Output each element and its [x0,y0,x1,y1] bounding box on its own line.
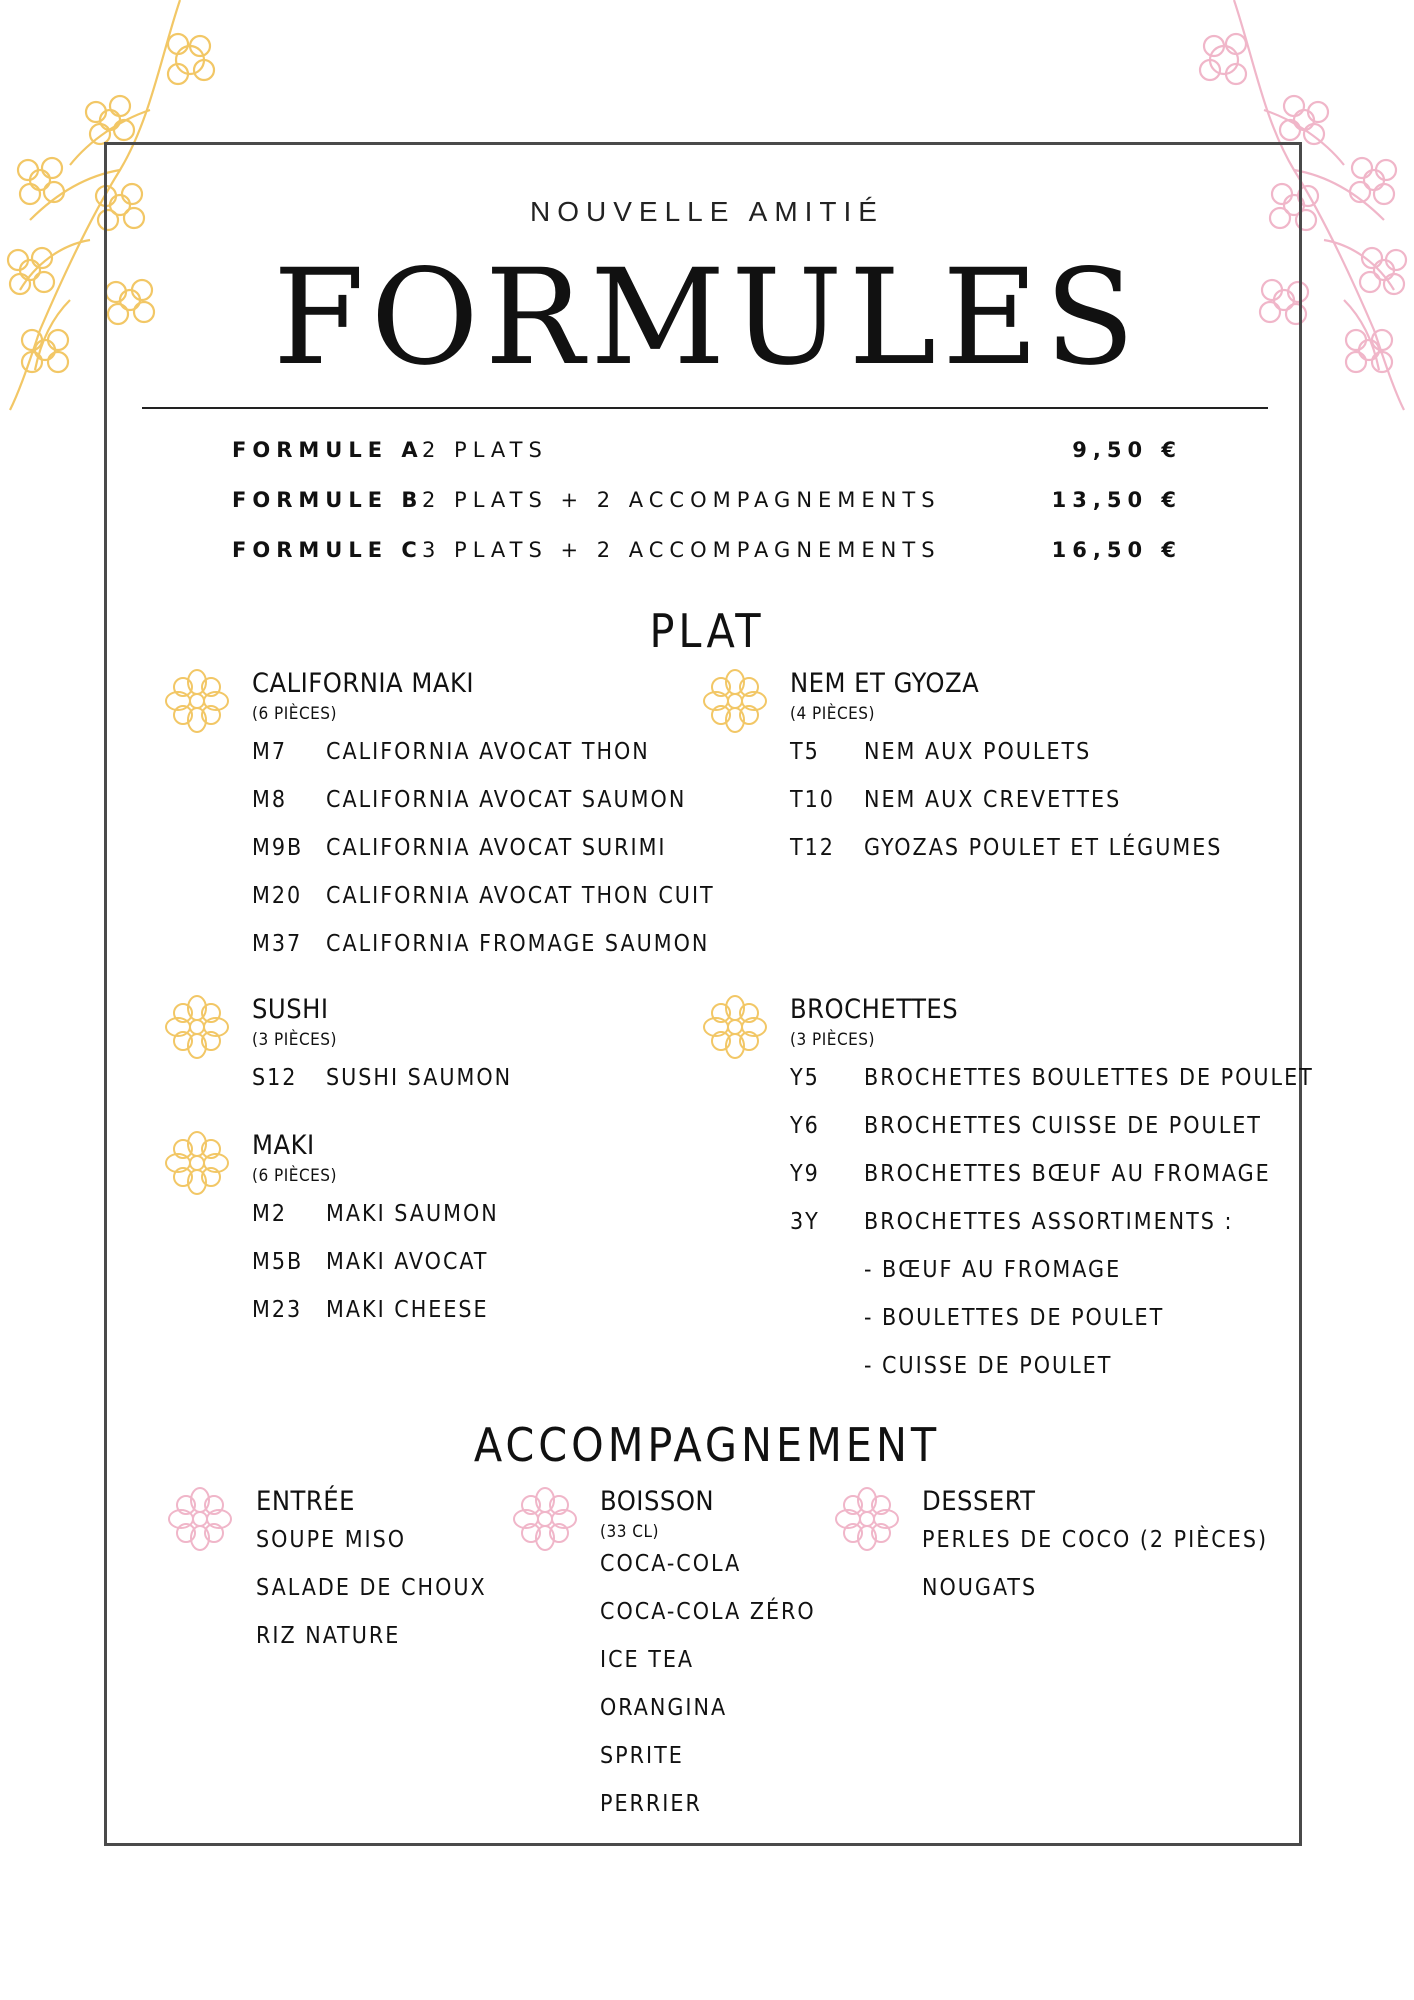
title-divider [142,407,1268,409]
category-note: (33 CL) [600,1522,659,1542]
formule-price: 9,50 € [1072,438,1182,462]
menu-item [252,1058,512,1106]
formule-row [232,488,1182,528]
formule-price: 16,50 € [1051,538,1182,562]
menu-item [252,1242,499,1290]
pink-flower-icon [165,1484,235,1554]
category-note: (6 PIÈCES) [252,1166,337,1186]
menu-item [790,1058,1314,1106]
formule-description: 2 PLATS + 2 ACCOMPAGNEMENTS [422,488,941,512]
item-code: M37 [252,931,303,957]
menu-item [252,1290,499,1338]
menu-item: SPRITE [600,1743,684,1769]
category-dessert [922,1484,1268,1616]
category-sushi [252,992,512,1106]
item-label: CALIFORNIA FROMAGE SAUMON [326,931,710,957]
category-nem-gyoza [790,666,1222,876]
category-note: (4 PIÈCES) [790,704,875,724]
pink-flower-icon [832,1484,902,1554]
formule-name: FORMULE C [232,538,423,562]
menu-item [252,780,715,828]
item-label: CALIFORNIA AVOCAT SAUMON [326,787,687,813]
formule-description: 2 PLATS [422,438,548,462]
menu-item [790,1106,1314,1154]
menu-item [790,1202,1314,1250]
category-note: (3 PIÈCES) [790,1030,875,1050]
category-california-maki [252,666,715,972]
yellow-flower-icon [700,992,770,1062]
accompagnement-heading: ACCOMPAGNEMENT [473,1418,941,1472]
item-code: T10 [790,787,835,813]
item-code: Y6 [790,1113,820,1139]
yellow-flower-icon [700,666,770,736]
category-note: (3 PIÈCES) [252,1030,337,1050]
item-code: 3Y [790,1209,820,1235]
category-name: ENTRÉE [256,1486,355,1517]
menu-sub-item: - BŒUF AU FROMAGE [864,1257,1122,1283]
menu-item [252,828,715,876]
menu-item [790,780,1222,828]
formule-name: FORMULE B [232,488,424,512]
menu-item: COCA-COLA [600,1551,742,1577]
page-title: FORMULES [272,241,1142,395]
menu-item [252,1194,499,1242]
menu-item [252,924,715,972]
menu-item: COCA-COLA ZÉRO [600,1599,816,1625]
category-entree [256,1484,487,1664]
yellow-flower-icon [162,1128,232,1198]
item-label: NEM AUX CREVETTES [864,787,1122,813]
restaurant-name: NOUVELLE AMITIÉ [530,196,884,227]
menu-item: PERLES DE COCO (2 PIÈCES) [922,1527,1269,1553]
category-name: DESSERT [922,1486,1036,1517]
menu-item [252,732,715,780]
menu-item: PERRIER [600,1791,702,1817]
item-label: BROCHETTES BOULETTES DE POULET [864,1065,1314,1091]
item-label: GYOZAS POULET ET LÉGUMES [864,835,1223,861]
item-code: M2 [252,1201,288,1227]
item-label: BROCHETTES BŒUF AU FROMAGE [864,1161,1271,1187]
menu-sub-item: - BOULETTES DE POULET [864,1305,1165,1331]
item-label: MAKI CHEESE [326,1297,489,1323]
category-name: SUSHI [252,994,329,1025]
menu-item [790,1154,1314,1202]
formule-row [232,438,1182,478]
item-label: NEM AUX POULETS [864,739,1092,765]
formule-row [232,538,1182,578]
category-name: NEM ET GYOZA [790,668,980,699]
formule-description: 3 PLATS + 2 ACCOMPAGNEMENTS [422,538,941,562]
menu-item: SOUPE MISO [256,1527,407,1553]
menu-item: NOUGATS [922,1575,1038,1601]
category-brochettes [790,992,1314,1394]
category-maki [252,1128,499,1338]
menu-item: SALADE DE CHOUX [256,1575,487,1601]
item-label: BROCHETTES ASSORTIMENTS : [864,1209,1234,1235]
category-boisson [600,1484,816,1832]
category-name: CALIFORNIA MAKI [252,668,475,699]
item-code: M7 [252,739,288,765]
item-code: M20 [252,883,303,909]
item-label: CALIFORNIA AVOCAT SURIMI [326,835,667,861]
item-code: T5 [790,739,820,765]
plat-heading: PLAT [649,604,765,658]
item-label: CALIFORNIA AVOCAT THON [326,739,650,765]
menu-sub-item: - CUISSE DE POULET [864,1353,1113,1379]
item-code: Y5 [790,1065,820,1091]
category-name: BROCHETTES [790,994,959,1025]
menu-item: ORANGINA [600,1695,728,1721]
item-code: M8 [252,787,288,813]
item-code: Y9 [790,1161,820,1187]
menu-item [790,828,1222,876]
category-name: MAKI [252,1130,315,1161]
category-note: (6 PIÈCES) [252,704,337,724]
menu-item: RIZ NATURE [256,1623,401,1649]
yellow-flower-icon [162,666,232,736]
item-label: BROCHETTES CUISSE DE POULET [864,1113,1262,1139]
item-label: SUSHI SAUMON [326,1065,513,1091]
item-code: S12 [252,1065,298,1091]
item-label: MAKI SAUMON [326,1201,499,1227]
item-label: CALIFORNIA AVOCAT THON CUIT [326,883,715,909]
formule-price: 13,50 € [1051,488,1182,512]
item-code: T12 [790,835,835,861]
item-label: MAKI AVOCAT [326,1249,489,1275]
menu-item [790,732,1222,780]
pink-flower-icon [510,1484,580,1554]
menu-item: ICE TEA [600,1647,695,1673]
item-code: M5B [252,1249,304,1275]
menu-item [252,876,715,924]
category-name: BOISSON [600,1486,715,1517]
item-code: M9B [252,835,304,861]
formule-name: FORMULE A [232,438,424,462]
item-code: M23 [252,1297,303,1323]
yellow-flower-icon [162,992,232,1062]
